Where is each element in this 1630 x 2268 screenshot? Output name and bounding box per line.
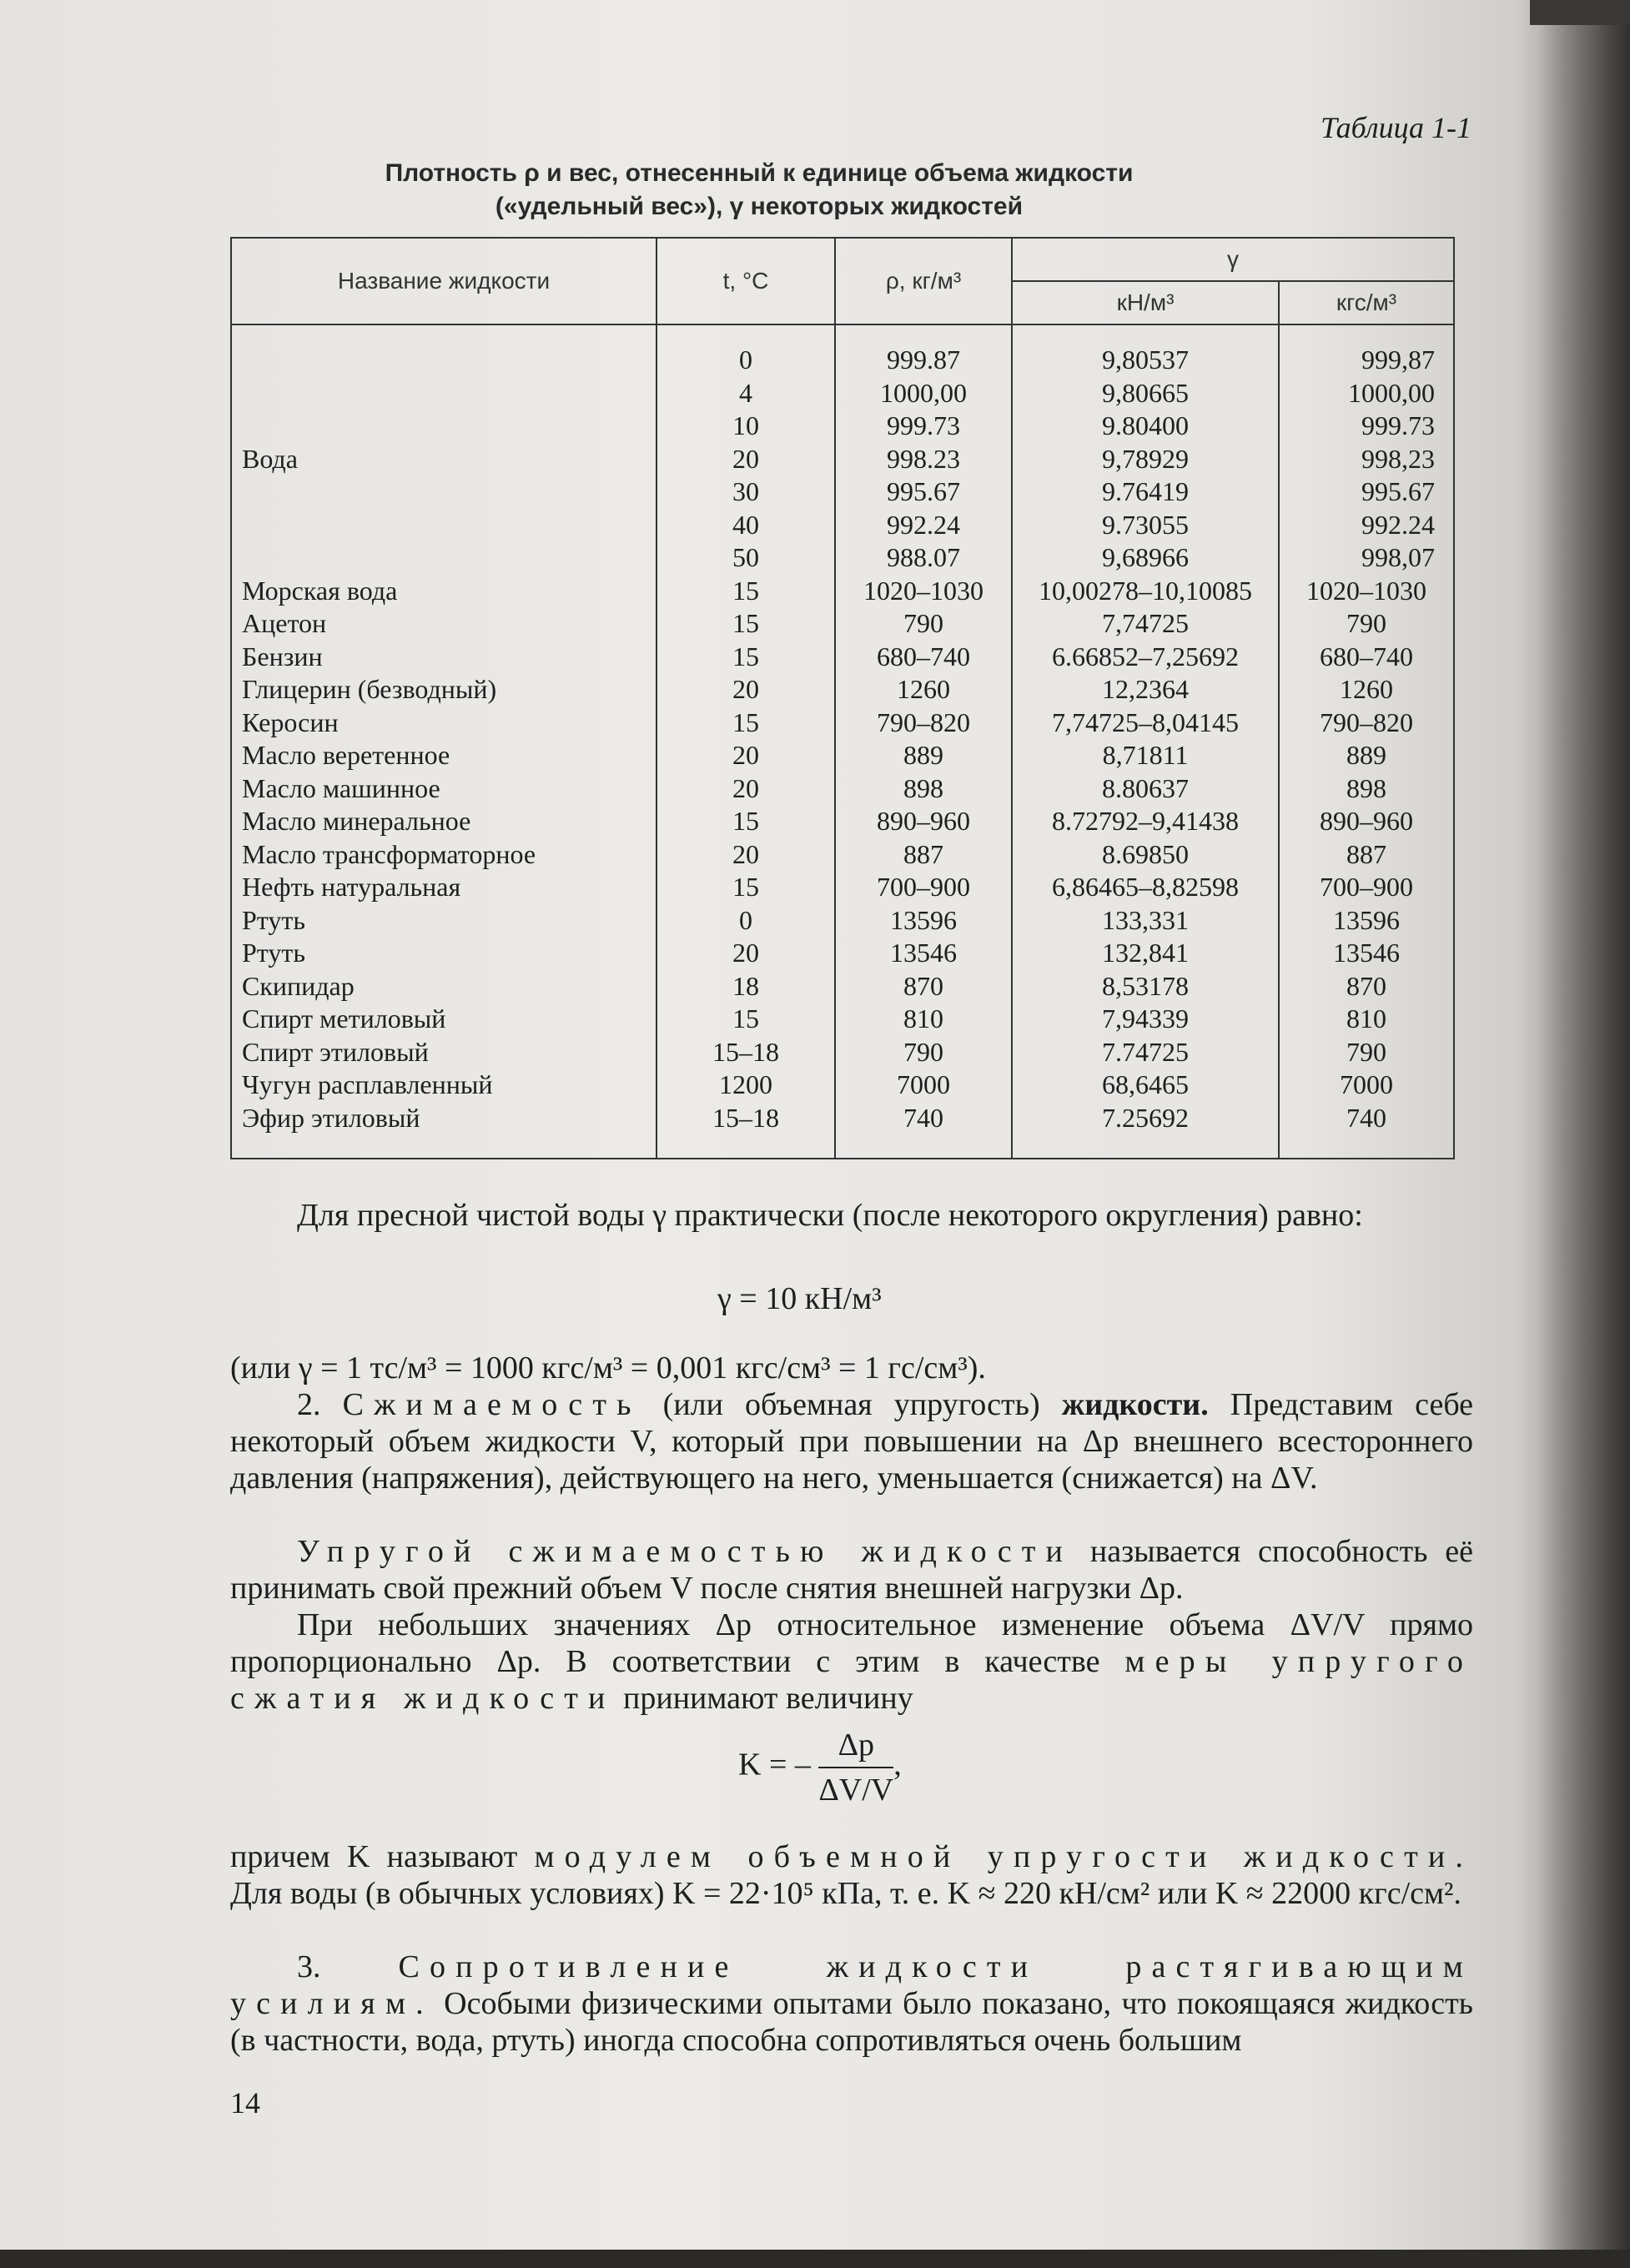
- table-caption: [225, 157, 1293, 224]
- cell-kgs: 13596: [1279, 904, 1454, 938]
- compressibility-text: Представим себе некоторый объем жидкости V, который при повышении на Δp внешнего всестороннего давления (напряжения), действующего на него, уменьшается (снижается) на ΔV.: [230, 1387, 1474, 1496]
- cell-kn: 10,00278–10,10085: [1012, 575, 1279, 608]
- table-row: [231, 443, 1454, 476]
- cell-name: Нефть натуральная: [231, 871, 657, 904]
- cell-density: 740: [835, 1102, 1012, 1159]
- paragraph-bulk-modulus: [230, 1838, 1473, 1912]
- cell-temperature: 20: [657, 739, 835, 772]
- cell-name: Бензин: [231, 641, 657, 674]
- cell-density: 887: [835, 838, 1012, 872]
- formula-gamma-water: γ = 10 кН/м³: [717, 1281, 882, 1316]
- section-number-3: 3.: [297, 1949, 321, 1984]
- cell-kgs: 992.24: [1279, 509, 1454, 542]
- cell-name: [231, 475, 657, 509]
- cell-density: 995.67: [835, 475, 1012, 509]
- table-row: [231, 772, 1454, 806]
- formula-lhs: K = –: [738, 1747, 811, 1783]
- cell-kgs: 810: [1279, 1003, 1454, 1036]
- cell-density: 7000: [835, 1069, 1012, 1102]
- cell-density: 680–740: [835, 641, 1012, 674]
- cell-kgs: 700–900: [1279, 871, 1454, 904]
- cell-kn: 8.72792–9,41438: [1012, 805, 1279, 838]
- cell-kn: 7,74725: [1012, 607, 1279, 641]
- cell-kgs: 790–820: [1279, 707, 1454, 740]
- table-row: [231, 509, 1454, 542]
- header-kn-per-m3: кН/м³: [1012, 281, 1279, 324]
- table-row: [231, 1003, 1454, 1036]
- term-bulk-modulus: модулем объемной упругости жидкости.: [534, 1839, 1473, 1874]
- page-number: 14: [230, 2086, 260, 2120]
- table-row: [231, 707, 1454, 740]
- cell-name: [231, 324, 657, 377]
- cell-kgs: 889: [1279, 739, 1454, 772]
- modulus-text-b: Для воды (в обычных условиях) K = 22·10⁵ кПа, т. е. K ≈ 220 кН/см² или K ≈ 22000 кгс/см².: [230, 1876, 1461, 1911]
- measure-text-b: принимают величину: [623, 1681, 913, 1716]
- cell-name: Морская вода: [231, 575, 657, 608]
- cell-name: Ртуть: [231, 904, 657, 938]
- cell-kgs: 887: [1279, 838, 1454, 872]
- cell-kgs: 998,07: [1279, 541, 1454, 575]
- table-row: [231, 641, 1454, 674]
- paragraph-tensile-resistance: [230, 1949, 1473, 2059]
- cell-kgs: 1000,00: [1279, 377, 1454, 410]
- cell-density: 999.87: [835, 324, 1012, 377]
- paragraph-compressibility: [230, 1386, 1473, 1496]
- cell-name: [231, 377, 657, 410]
- header-density: ρ, кг/м³: [835, 238, 1012, 324]
- cell-kgs: 680–740: [1279, 641, 1454, 674]
- scan-edge-top: [1530, 0, 1630, 25]
- cell-kgs: 7000: [1279, 1069, 1454, 1102]
- formula-comma: ,: [893, 1747, 902, 1783]
- cell-name: Керосин: [231, 707, 657, 740]
- table-row: [231, 937, 1454, 970]
- cell-density: 870: [835, 970, 1012, 1003]
- cell-kn: 9,80537: [1012, 324, 1279, 377]
- table-row: [231, 1036, 1454, 1069]
- paragraph-units: (или γ = 1 тс/м³ = 1000 кгс/м³ = 0,001 кгс/см³ = 1 гс/см³).: [230, 1350, 986, 1385]
- cell-density: 13596: [835, 904, 1012, 938]
- table-row: [231, 904, 1454, 938]
- cell-density: 790: [835, 607, 1012, 641]
- cell-kn: 8.80637: [1012, 772, 1279, 806]
- cell-kn: 7.25692: [1012, 1102, 1279, 1159]
- table-row: [231, 607, 1454, 641]
- cell-kgs: 898: [1279, 772, 1454, 806]
- cell-kn: 7,74725–8,04145: [1012, 707, 1279, 740]
- table-row: [231, 575, 1454, 608]
- cell-kn: 9,80665: [1012, 377, 1279, 410]
- cell-density: 988.07: [835, 541, 1012, 575]
- term-measure-of-elastic-compression: меры упругого сжатия жидкости: [230, 1644, 1474, 1716]
- cell-temperature: 1200: [657, 1069, 835, 1102]
- table-row: [231, 1102, 1454, 1159]
- cell-kgs: 790: [1279, 1036, 1454, 1069]
- cell-kgs: 1020–1030: [1279, 575, 1454, 608]
- table-row: [231, 871, 1454, 904]
- caption-line-1: Плотность ρ и вес, отнесенный к единице объема жидкости: [385, 159, 1134, 187]
- table-row: [231, 541, 1454, 575]
- cell-temperature: 15: [657, 641, 835, 674]
- cell-name: Масло машинное: [231, 772, 657, 806]
- cell-temperature: 15–18: [657, 1036, 835, 1069]
- cell-name: Эфир этиловый: [231, 1102, 657, 1159]
- cell-temperature: 0: [657, 324, 835, 377]
- compressibility-note: (или объемная упругость): [662, 1387, 1040, 1422]
- cell-kgs: 998,23: [1279, 443, 1454, 476]
- cell-temperature: 15: [657, 1003, 835, 1036]
- term-compressibility: Сжимаемость: [342, 1387, 641, 1422]
- cell-density: 898: [835, 772, 1012, 806]
- tensile-text: Особыми физическими опытами было показано, что покоящаяся жидкость (в частности, вода, ртуть) иногда способна сопротивляться очень большим: [230, 1986, 1473, 2058]
- cell-kn: 9,68966: [1012, 541, 1279, 575]
- paragraph-fresh-water: Для пресной чистой воды γ практически (после некоторого округления) равно:: [297, 1198, 1363, 1233]
- density-table: [230, 237, 1455, 1159]
- cell-name: Чугун расплавленный: [231, 1069, 657, 1102]
- cell-temperature: 20: [657, 772, 835, 806]
- cell-kn: 9.76419: [1012, 475, 1279, 509]
- cell-temperature: 40: [657, 509, 835, 542]
- paragraph-measure: [230, 1607, 1473, 1717]
- modulus-text-a: причем K называют: [230, 1839, 518, 1874]
- scan-edge-bottom: [0, 2250, 1630, 2268]
- table-row: [231, 673, 1454, 707]
- cell-kgs: 999,87: [1279, 324, 1454, 377]
- cell-temperature: 15: [657, 707, 835, 740]
- cell-kn: 132,841: [1012, 937, 1279, 970]
- cell-temperature: 15: [657, 871, 835, 904]
- term-tensile-resistance: Сопротивление жидкости растягивающим усилиям.: [230, 1949, 1474, 2021]
- cell-name: [231, 509, 657, 542]
- cell-temperature: 18: [657, 970, 835, 1003]
- cell-density: 1020–1030: [835, 575, 1012, 608]
- table-row: [231, 970, 1454, 1003]
- section-number-2: 2.: [297, 1387, 321, 1422]
- cell-name: [231, 541, 657, 575]
- table-row: [231, 1069, 1454, 1102]
- cell-kgs: 999.73: [1279, 410, 1454, 443]
- cell-kgs: 870: [1279, 970, 1454, 1003]
- cell-kn: 6.66852–7,25692: [1012, 641, 1279, 674]
- cell-temperature: 20: [657, 673, 835, 707]
- cell-temperature: 20: [657, 443, 835, 476]
- cell-density: 890–960: [835, 805, 1012, 838]
- table-row: [231, 324, 1454, 377]
- table-row: [231, 739, 1454, 772]
- fraction-numerator: Δp: [818, 1727, 893, 1768]
- cell-temperature: 15: [657, 575, 835, 608]
- measure-text-a: При небольших значениях Δp относительное изменение объема ΔV/V прямо пропорционально Δp. В соответствии с этим в качестве: [230, 1607, 1473, 1679]
- cell-kgs: 995.67: [1279, 475, 1454, 509]
- cell-temperature: 30: [657, 475, 835, 509]
- cell-kn: 8,71811: [1012, 739, 1279, 772]
- cell-name: Масло трансформаторное: [231, 838, 657, 872]
- cell-kgs: 740: [1279, 1102, 1454, 1159]
- cell-kn: 133,331: [1012, 904, 1279, 938]
- cell-kgs: 790: [1279, 607, 1454, 641]
- cell-kn: 12,2364: [1012, 673, 1279, 707]
- cell-temperature: 15–18: [657, 1102, 835, 1159]
- cell-density: 13546: [835, 937, 1012, 970]
- cell-name: Ртуть: [231, 937, 657, 970]
- table-number: Таблица 1-1: [1320, 111, 1472, 144]
- table-row: [231, 410, 1454, 443]
- table-row: [231, 838, 1454, 872]
- paragraph-elastic-compressibility: [230, 1533, 1473, 1607]
- table-row: [231, 377, 1454, 410]
- cell-kn: 7.74725: [1012, 1036, 1279, 1069]
- cell-kn: 9,78929: [1012, 443, 1279, 476]
- cell-kgs: 1260: [1279, 673, 1454, 707]
- header-specific-weight: γ: [1012, 238, 1454, 281]
- cell-kn: 8.69850: [1012, 838, 1279, 872]
- cell-temperature: 20: [657, 937, 835, 970]
- cell-temperature: 4: [657, 377, 835, 410]
- header-kgs-per-m3: кгс/м³: [1279, 281, 1454, 324]
- cell-name: Масло минеральное: [231, 805, 657, 838]
- caption-line-2: («удельный вес»), γ некоторых жидкостей: [495, 193, 1024, 220]
- cell-density: 992.24: [835, 509, 1012, 542]
- elastic-text: называется способность её принимать свой прежний объем V после снятия внешней нагрузки Δp.: [230, 1534, 1474, 1606]
- cell-density: 790: [835, 1036, 1012, 1069]
- header-temperature: t, °C: [657, 238, 835, 324]
- cell-kn: 9.80400: [1012, 410, 1279, 443]
- cell-kgs: 890–960: [1279, 805, 1454, 838]
- cell-temperature: 10: [657, 410, 835, 443]
- formula-bulk-modulus: [738, 1727, 902, 1808]
- cell-temperature: 0: [657, 904, 835, 938]
- cell-kn: 68,6465: [1012, 1069, 1279, 1102]
- book-spine-shadow: [1538, 0, 1630, 2268]
- term-liquid: жидкости.: [1061, 1387, 1209, 1422]
- cell-kgs: 13546: [1279, 937, 1454, 970]
- cell-name: Спирт метиловый: [231, 1003, 657, 1036]
- cell-density: 889: [835, 739, 1012, 772]
- cell-name: Ацетон: [231, 607, 657, 641]
- cell-temperature: 15: [657, 805, 835, 838]
- cell-kn: 6,86465–8,82598: [1012, 871, 1279, 904]
- header-liquid-name: Название жидкости: [231, 238, 657, 324]
- cell-temperature: 15: [657, 607, 835, 641]
- table-row: [231, 475, 1454, 509]
- fraction-denominator: ΔV/V: [818, 1773, 894, 1808]
- cell-name: Вода: [231, 443, 657, 476]
- cell-density: 999.73: [835, 410, 1012, 443]
- cell-density: 810: [835, 1003, 1012, 1036]
- cell-temperature: 20: [657, 838, 835, 872]
- cell-name: Масло веретенное: [231, 739, 657, 772]
- cell-density: 1260: [835, 673, 1012, 707]
- table-row: [231, 805, 1454, 838]
- cell-name: Скипидар: [231, 970, 657, 1003]
- cell-density: 700–900: [835, 871, 1012, 904]
- cell-temperature: 50: [657, 541, 835, 575]
- cell-name: Спирт этиловый: [231, 1036, 657, 1069]
- cell-name: [231, 410, 657, 443]
- cell-density: 998.23: [835, 443, 1012, 476]
- fraction: [818, 1727, 893, 1808]
- cell-name: Глицерин (безводный): [231, 673, 657, 707]
- cell-density: 790–820: [835, 707, 1012, 740]
- cell-kn: 7,94339: [1012, 1003, 1279, 1036]
- cell-density: 1000,00: [835, 377, 1012, 410]
- term-elastic-compressibility: Упругой сжимаемостью жидкости: [297, 1534, 1074, 1569]
- cell-kn: 8,53178: [1012, 970, 1279, 1003]
- cell-kn: 9.73055: [1012, 509, 1279, 542]
